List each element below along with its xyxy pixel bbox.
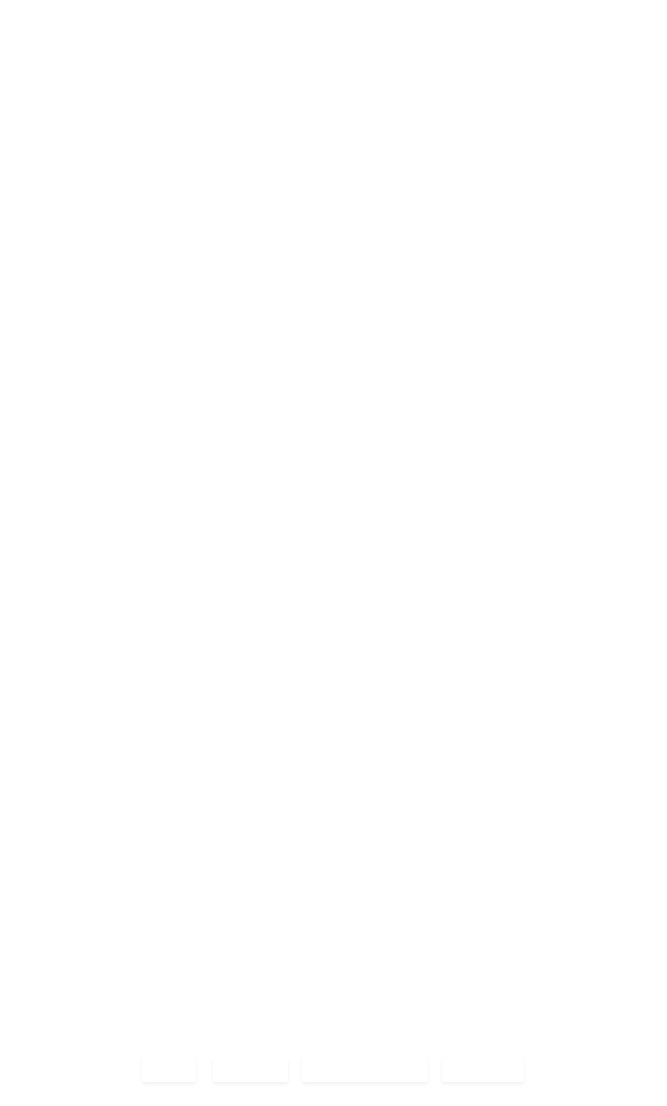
bottom-chip-2[interactable] [213, 1058, 288, 1082]
bottom-chip-4[interactable] [442, 1058, 524, 1082]
bottom-chip-3[interactable] [302, 1058, 428, 1082]
bottom-chip-row [0, 1058, 667, 1084]
bottom-chip-1[interactable] [142, 1058, 196, 1082]
